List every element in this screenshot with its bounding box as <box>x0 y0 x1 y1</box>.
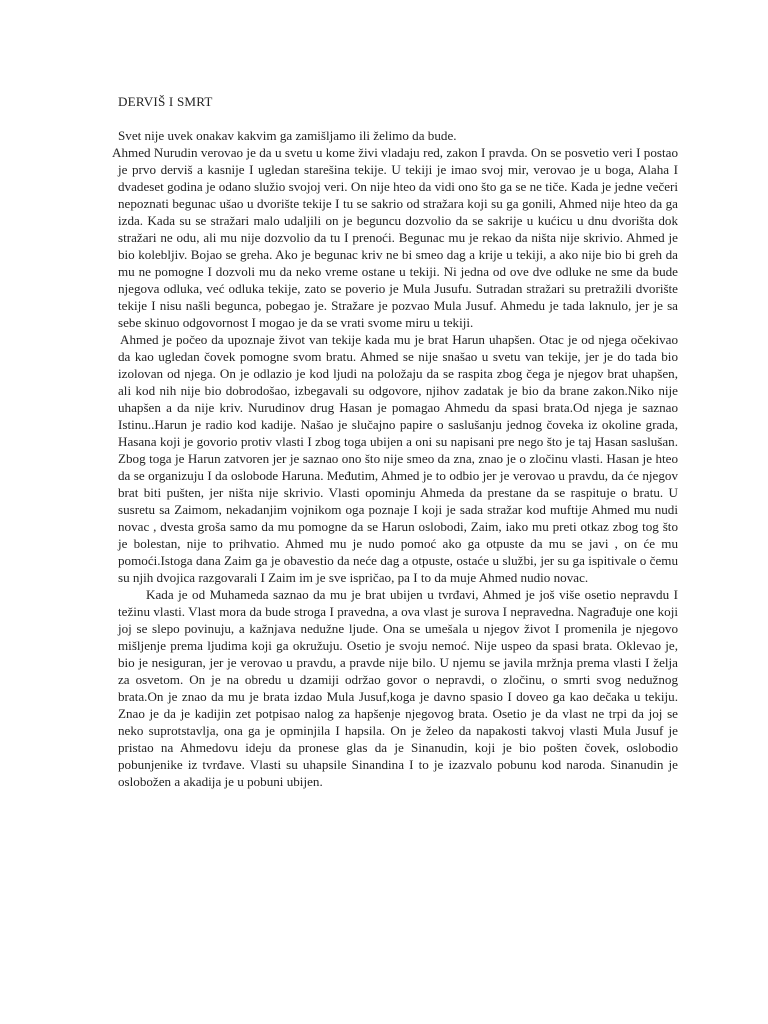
paragraph-2: Ahmed je počeo da upoznaje život van tekije kada mu je brat Harun uhapšen. Otac je od njega očekivao da kao ugledan čovek pomogne svom bratu. Ahmed se nije snašao u svetu van tekije, jer je do tada bio izolovan od njega. On je odlazio je kod ljudi na položaju da se raspita zbog čega je njegov brat uhapšen, ali kod nih nije bio dobrodošao, izbegavali su odgovore, njihov zadatak je bio da brane zakon.Niko nije uhapšen a da nije kriv. Nurudinov drug Hasan je pomagao Ahmedu da spasi brata.Od njega je saznao Istinu..Harun je radio kod kadije. Našao je slučajno papire o saslušanju jednog čoveka iz okoline grada, Hasana koji je govorio protiv vlasti I zbog toga ubijen a oni su napisani pre nego što je taj Hasan saslušan. Zbog toga je Harun zatvoren jer je saznao ono što nije smeo da zna, znao je o zločinu vlasti. Hasan je hteo da se organizuju I da oslobode Haruna. Međutim, Ahmed je to odbio jer je verovao u pravdu, da će njegov brat biti pušten, jer ništa nije skrivio. Vlasti opominju Ahmeda da prestane da se raspituje o bratu. U susretu sa Zaimom, nekadanjim vojnikom oga poznaje I koji je sada stražar kod muftije Ahmed mu nudi novac , dvesta groša samo da mu pomogne da se Harun oslobodi, Zaim, iako mu preti otkaz zbog tog što je bolestan, nije to prihvatio. Ahmed mu je nudo pomoć ako ga otpuste da mu se javi , on će mu pomoći.Istoga dana Zaim ga je obavestio da neće dag a otpuste, ostaće u službi, jer su ga ispitivale o čemu su njih dvojica razgovarali I Zaim im je sve ispričao, pa I to da muje Ahmed nudio novac. <box>118 332 678 585</box>
paragraph-3: Kada je od Muhameda saznao da mu je brat ubijen u tvrđavi, Ahmed je još više osetio nepravdu I težinu vlasti. Vlast mora da bude stroga I pravedna, a ova vlast je surova I nepravedna. Nagrađuje one koji joj se slepo povinuju, a kažnjava nedužne ljude. Ona se umešala u njegov život I promenila je njegovo mišljenje prema ljudima koji ga okružuju. Osetio je svoju nemoć. Nije uspeo da spasi brata. Oklevao je, bio je nesiguran, jer je verovao u pravdu, a pravde nije bilo. U njemu se javila mržnja prema vlasti I želja za osvetom. On je na obredu u dzamiji održao govor o nepravdi, o zločinu, o smrti svog nedužnog brata.On je znao da mu je brata izdao Mula Jusuf,koga je davno spasio I doveo ga kao dečaka u tekiju. Znao je da je kadijin zet potpisao nalog za hapšenje njegovog brata. Osetio je da vlast ne trpi da joj se neko suprotstavlja, ona ga je opminjila I hapsila. On je želeo da napakosti takvoj vlasti Mula Jusuf je pristao na Ahmedovu ideju da pronese glas da je Sinanudin, koji je bio pošten čovek, oslobodio pobunjenike iz tvrđave. Vlasti su uhapsile Sinandina I to je izazvalo pobunu kod naroda. Sinanudin je oslobožen a akadija je u pobuni ubijen. <box>118 587 678 789</box>
document-body <box>112 93 678 790</box>
paragraph-1: Ahmed Nurudin verovao je da u svetu u kome živi vladaju red, zakon I pravda. On se posvetio veri I postao je prvo derviš a kasnije I ugledan starešina tekije. U tekiji je imao svoj mir, verovao je u boga, Alaha I dvadeset godina je odano služio svojoj veri. On nije hteo da vidi ono što ga se ne tiče. Kada je jedne večeri nepoznati begunac ušao u dvorište tekije I tu se sakrio od stražara koji su ga gonili, Ahmed nije hteo da ga izda. Kada su se stražari malo udaljili on je beguncu dozvolio da se sakrije u kućicu u dnu dvorišta dok stražari ne odu, ali mu nije dozvolio da tu I prenoći. Begunac mu je rekao da ništa nije skrivio. Ahmed je bio kolebljiv. Bojao se greha. Ako je begunac kriv ne bi smeo dag a krije u tekiji, a ako nije bio bi greh da mu ne pomogne I dozvoli mu da neko vreme ostane u tekiji. Ni jedna od ove dve odluke ne sme da bude njegova odluka, već odluka tekije, zato se poverio je Mula Jusufu. Sutradan stražari su pretražili dvorište tekije I nisu našli begunca, pobegao je. Stražare je pozvao Mula Jusuf. Ahmedu je tada laknulo, jer je sa sebe skinuo odgovornost I mogao je da se vrati svome miru u tekiji. <box>112 145 678 330</box>
document-title: DERVIŠ I SMRT <box>118 94 213 109</box>
paragraph-intro: Svet nije uvek onakav kakvim ga zamišljamo ili želimo da bude. <box>118 128 457 143</box>
